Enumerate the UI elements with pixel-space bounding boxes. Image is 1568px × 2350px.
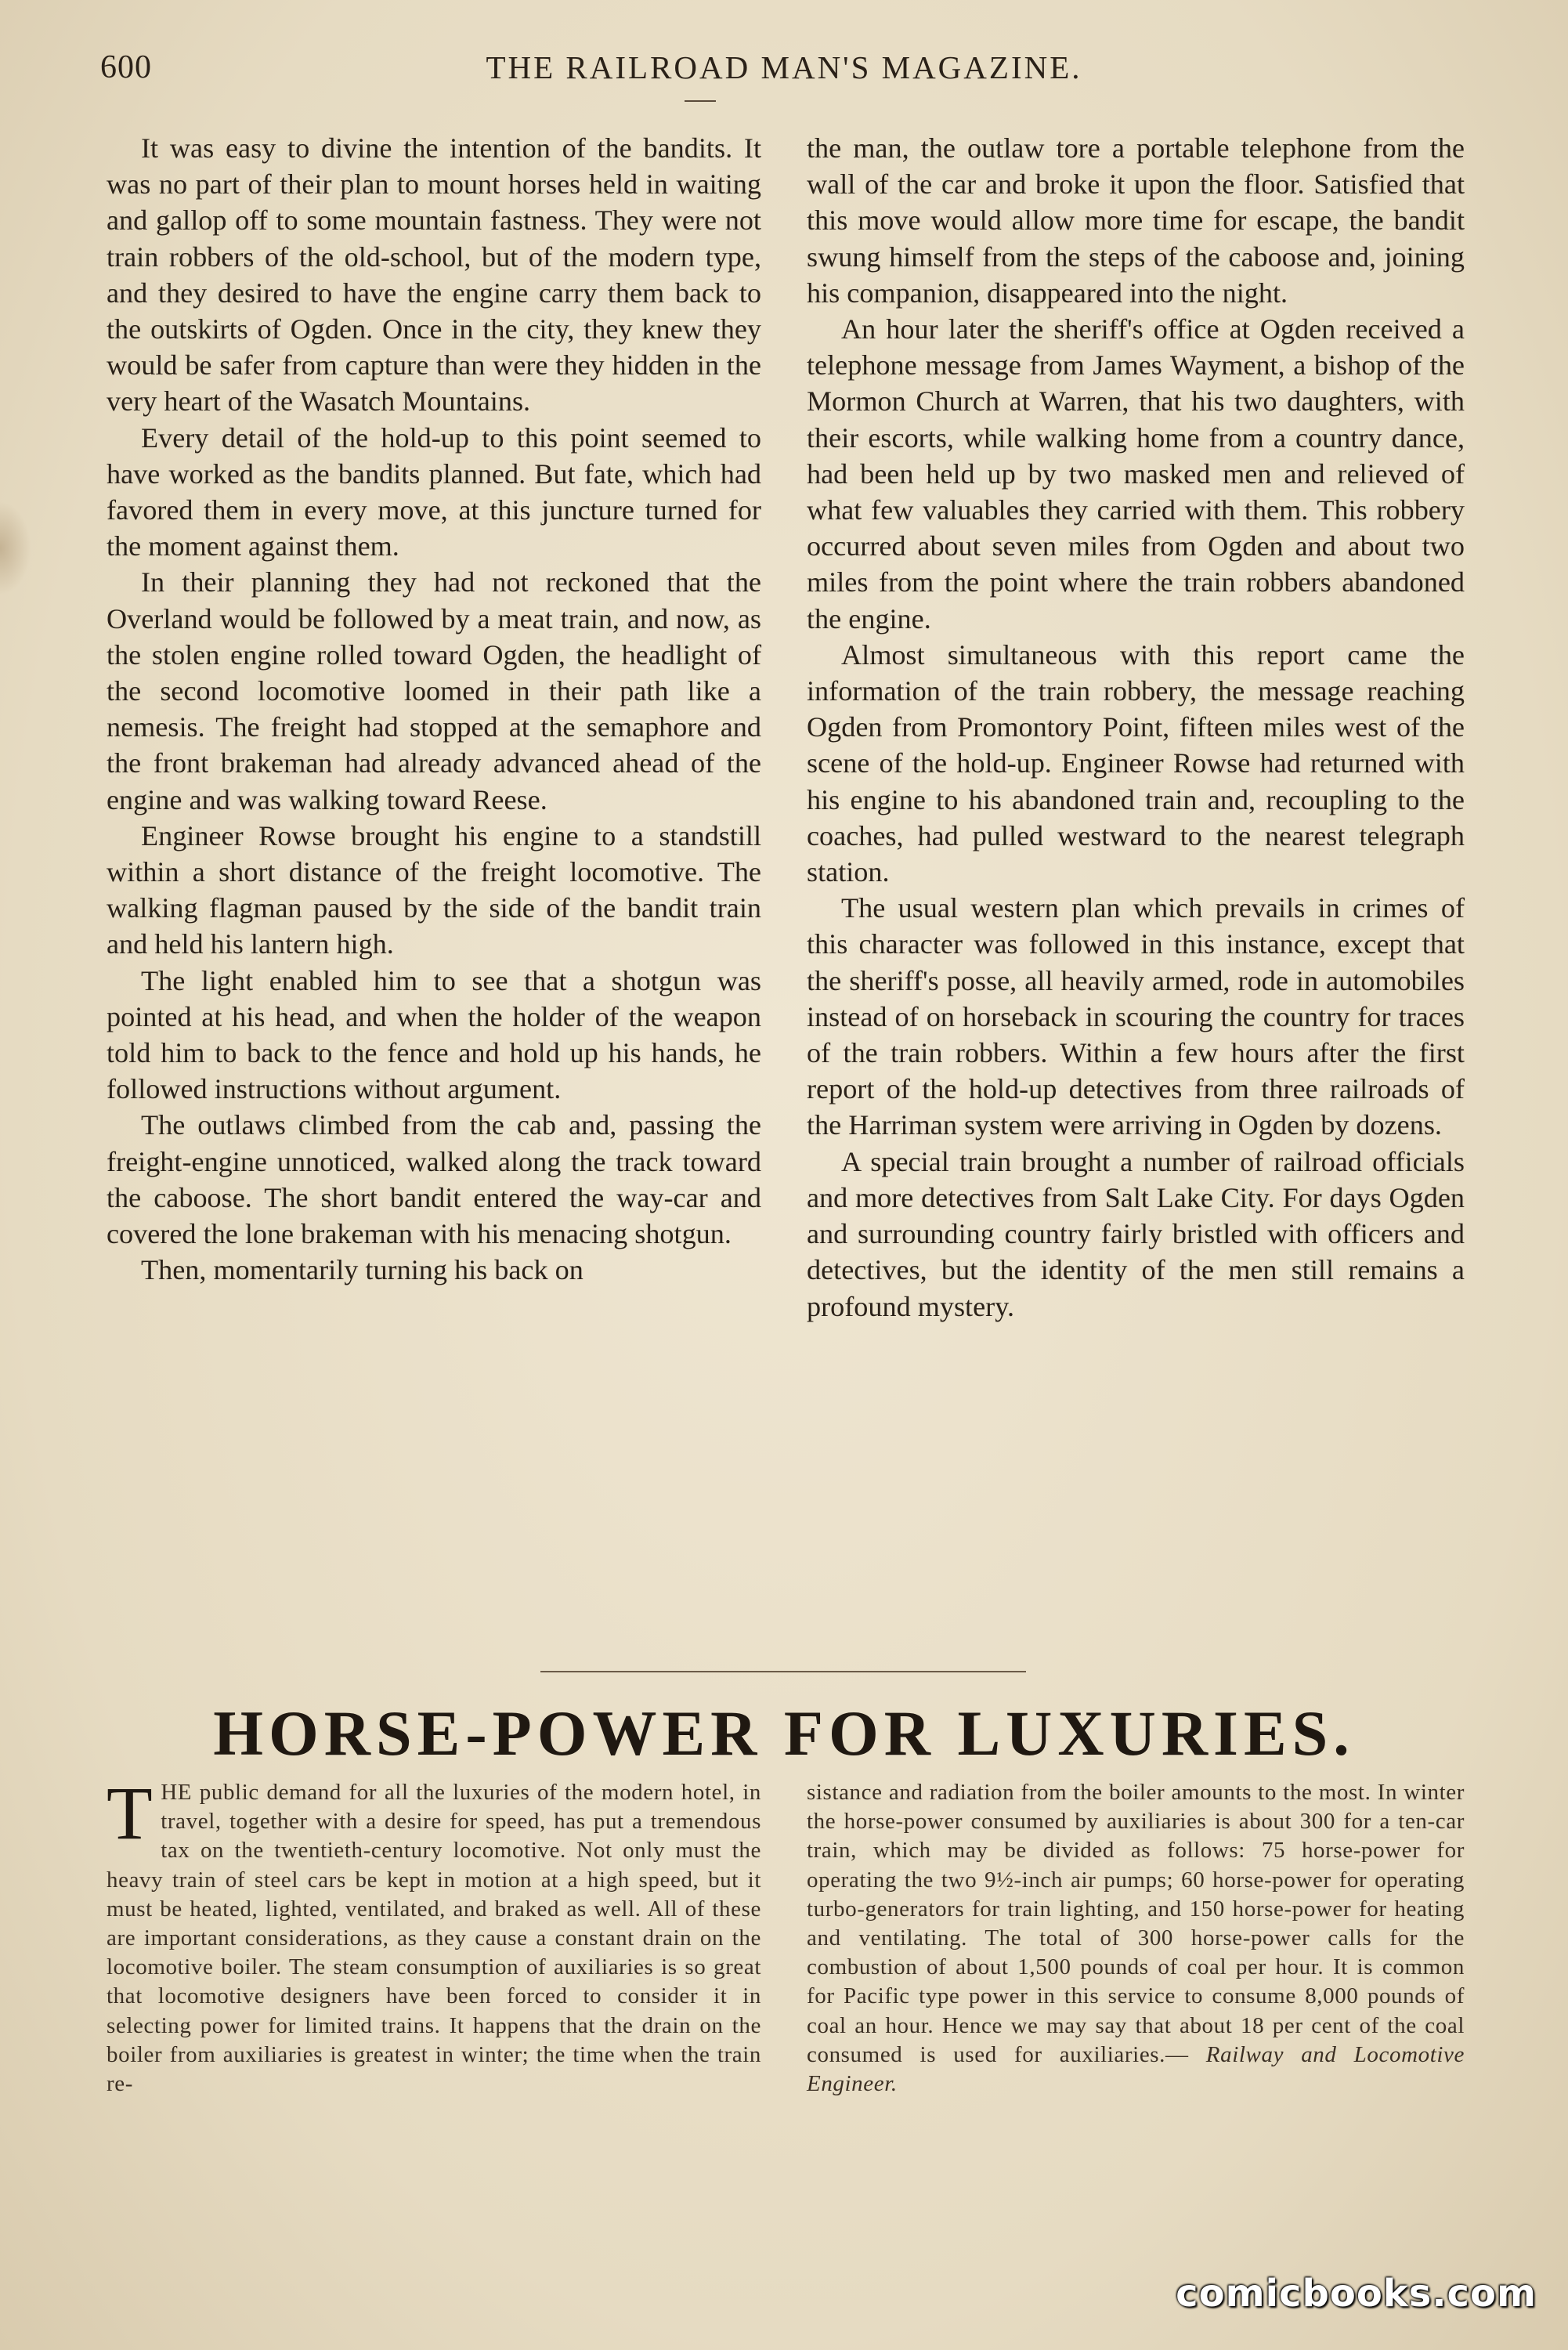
story-paragraph: Engineer Rowse brought his engine to a standstill within a short distance of the freight locomotive. The walking flagman paused by the side of the bandit train and held his lantern high. <box>107 819 761 960</box>
article-paragraph <box>807 1778 1465 2099</box>
article-paragraph <box>107 1771 761 2099</box>
article-text: sistance and radiation from the boiler amounts to the most. In winter the horse-power consumed by auxiliaries is about 300 for a ten-car train, which may be divided as follows: 75 horse-power for operating the two 9½-inch air pumps; 60 horse-power for operating turbo-generators for train lighting, and 150 horse-power for heating and ventilating. The total of 300 horse-power calls for the combustion of about 1,500 pounds of coal per hour. It is common for Pacific type power in this service to consume 8,000 pounds of coal an hour. Hence we may say that about 18 per cent of the coal consumed is used for auxiliaries.— <box>807 1780 1465 2067</box>
story-paragraph: In their planning they had not reckoned that the Overland would be followed by a meat train, and now, as the stolen engine rolled toward Ogden, the headlight of the second locomotive loomed in their path like a nemesis. The freight had stopped at the semaphore and the front brakeman had already advanced ahead of the engine and was walking toward Reese. <box>107 566 761 815</box>
story-paragraph: The outlaws climbed from the cab and, passing the freight-engine unnoticed, walked along the track toward the caboose. The short bandit entered the way-car and covered the lone brakeman with his menacing shotgun. <box>107 1109 761 1250</box>
watermark: comicbooks.com <box>1176 2272 1537 2316</box>
story-paragraph: Almost simultaneous with this report came the information of the train robbery, the message reaching Ogden from Promontory Point, fifteen miles west of the scene of the hold-up. Engineer Rowse had returned with his engine to his abandoned train and, recoupling to the coaches, had pulled westward to the nearest telegraph station. <box>807 638 1465 888</box>
story-paragraph: An hour later the sheriff's office at Ogden received a telephone message from James Wayment, a bishop of the Mormon Church at Warren, that his two daughters, with their escorts, while walking home from a country dance, had been held up by two masked men and relieved of what few valuables they carried with them. This robbery occurred about seven miles from Ogden and about two miles from the point where the train robbers abandoned the engine. <box>807 313 1465 634</box>
story-paragraph: the man, the outlaw tore a portable telephone from the wall of the car and broke it upon the floor. Satisfied that this move would allow more time for escape, the bandit swung himself from the steps of the caboose and, joining his companion, disappeared into the night. <box>807 132 1465 309</box>
story-left-column <box>107 130 761 1289</box>
article-text: HE public demand for all the luxuries of the modern hotel, in travel, together with a desire for speed, has put a tremendous tax on the twentieth-century locomotive. Not only must the heavy train of steel cars be kept in motion at a high speed, but it must be heated, lighted, ventilated, and braked as well. All of these are important considerations, as they cause a constant drain on the locomotive boiler. The steam consumption of auxiliaries is so great that locomotive designers have been forced to consider it in selecting power for limited trains. It happens that the drain on the boiler from auxiliaries is greatest in winter; the time when the train re- <box>107 1780 761 2097</box>
article-source: Railway and Locomotive Engineer. <box>807 2041 1465 2097</box>
header-rule <box>685 100 716 102</box>
article-right-column <box>807 1778 1465 2099</box>
article-left-column <box>107 1771 761 2099</box>
story-paragraph: The usual western plan which prevails in crimes of this character was followed in this instance, except that the sheriff's posse, all heavily armed, rode in automobiles instead of on horseback in scouring the country for traces of the train robbers. Within a few hours after the first report of the hold-up detectives from three railroads of the Harriman system were arriving in Ogden by dozens. <box>807 892 1465 1141</box>
story-paragraph: The light enabled him to see that a shotgun was pointed at his head, and when the holder of the weapon told him to back to the fence and hold up his hands, he followed instructions without argument. <box>107 964 761 1105</box>
story-paragraph: It was easy to divine the intention of the bandits. It was no part of their plan to mount horses held in waiting and gallop off to some mountain fastness. They were not train robbers of the old-school, but of the modern type, and they desired to have the engine carry them back to the outskirts of Ogden. Once in the city, they knew they would be safer from capture than were they hidden in the very heart of the Wasatch Mountains. <box>107 132 761 418</box>
running-head: THE RAILROAD MAN'S MAGAZINE. <box>486 49 1082 85</box>
story-paragraph: A special train brought a number of railroad officials and more detectives from Salt Lake City. For days Ogden and surrounding country fairly bristled with officers and detectives, but the identity of the men still remains a profound mystery. <box>807 1145 1465 1322</box>
section-divider <box>540 1671 1026 1672</box>
drop-cap: T <box>107 1771 154 1855</box>
page-number: 600 <box>100 49 152 85</box>
article-headline: HORSE-POWER FOR LUXURIES. <box>213 1697 1355 1769</box>
story-right-column <box>807 130 1465 1325</box>
story-paragraph: Then, momentarily turning his back on <box>141 1254 583 1286</box>
paper-stain <box>0 501 31 595</box>
story-paragraph: Every detail of the hold-up to this point seemed to have worked as the bandits planned. But fate, which had favored them in every move, at this juncture turned for the moment against them. <box>107 421 761 562</box>
